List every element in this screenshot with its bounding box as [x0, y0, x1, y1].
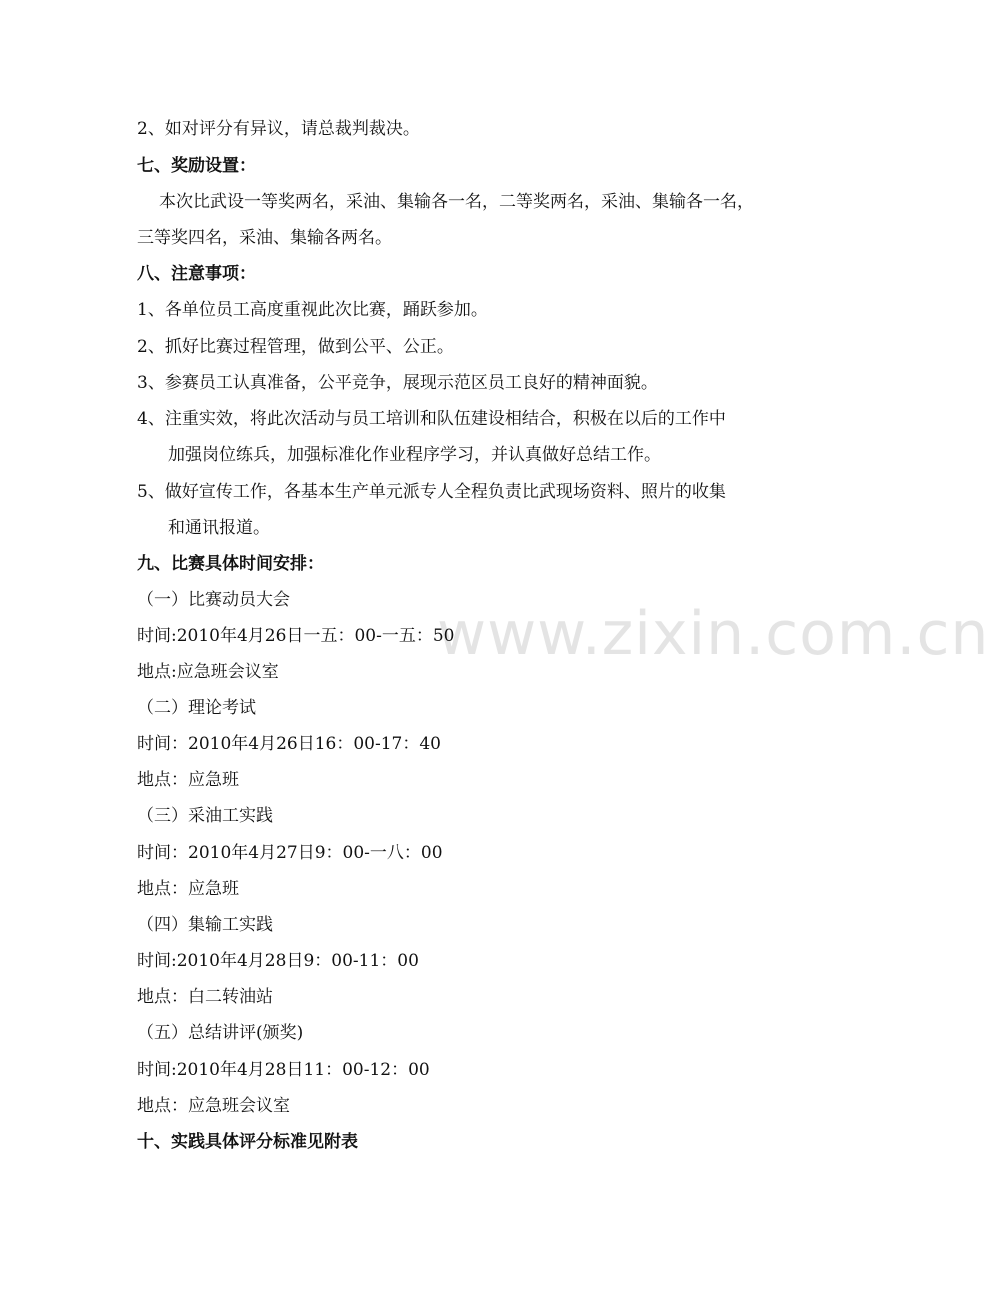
list-item: 1、各单位员工高度重视此次比赛，踊跃参加。 — [137, 300, 488, 320]
schedule-time: 时间:2010年4月28日11：00-12：00 — [137, 1060, 430, 1080]
schedule-time: 时间:2010年4月28日9：00-11：00 — [137, 951, 419, 971]
watermark-text: www.zixin.com.cn — [437, 599, 989, 669]
schedule-location: 地点：应急班 — [137, 770, 239, 790]
schedule-location: 地点：白二转油站 — [137, 987, 273, 1007]
section-heading-schedule: 九、比赛具体时间安排： — [137, 554, 324, 574]
schedule-location: 地点:应急班会议室 — [137, 662, 279, 682]
schedule-item-title: （四）集输工实践 — [137, 915, 273, 935]
schedule-location: 地点：应急班 — [137, 879, 239, 899]
schedule-item-title: （五）总结讲评(颁奖) — [137, 1023, 304, 1043]
list-item-continuation: 加强岗位练兵，加强标准化作业程序学习，并认真做好总结工作。 — [168, 445, 661, 465]
list-item: 3、参赛员工认真准备，公平竞争，展现示范区员工良好的精神面貌。 — [137, 373, 658, 393]
schedule-item-title: （三）采油工实践 — [137, 806, 273, 826]
schedule-item-title: （一）比赛动员大会 — [137, 590, 290, 610]
schedule-time: 时间:2010年4月26日一五：00-一五：50 — [137, 626, 455, 646]
text-line: 2、如对评分有异议，请总裁判裁决。 — [137, 119, 420, 139]
list-item: 2、抓好比赛过程管理，做到公平、公正。 — [137, 337, 454, 357]
section-heading-notes: 八、注意事项： — [137, 264, 256, 284]
schedule-item-title: （二）理论考试 — [137, 698, 256, 718]
list-item-continuation: 和通讯报道。 — [168, 518, 270, 538]
schedule-time: 时间：2010年4月27日9：00-一八：00 — [137, 843, 443, 863]
section-heading-rewards: 七、奖励设置： — [137, 156, 256, 176]
text-line: 三等奖四名，采油、集输各两名。 — [137, 228, 392, 248]
text-line: 本次比武设一等奖两名，采油、集输各一名，二等奖两名，采油、集输各一名， — [159, 192, 754, 212]
list-item: 4、注重实效，将此次活动与员工培训和队伍建设相结合，积极在以后的工作中 — [137, 409, 726, 429]
schedule-location: 地点：应急班会议室 — [137, 1096, 290, 1116]
section-heading-standards: 十、实践具体评分标准见附表 — [137, 1132, 358, 1152]
schedule-time: 时间：2010年4月26日16：00-17：40 — [137, 734, 441, 754]
list-item: 5、做好宣传工作，各基本生产单元派专人全程负责比武现场资料、照片的收集 — [137, 482, 726, 502]
